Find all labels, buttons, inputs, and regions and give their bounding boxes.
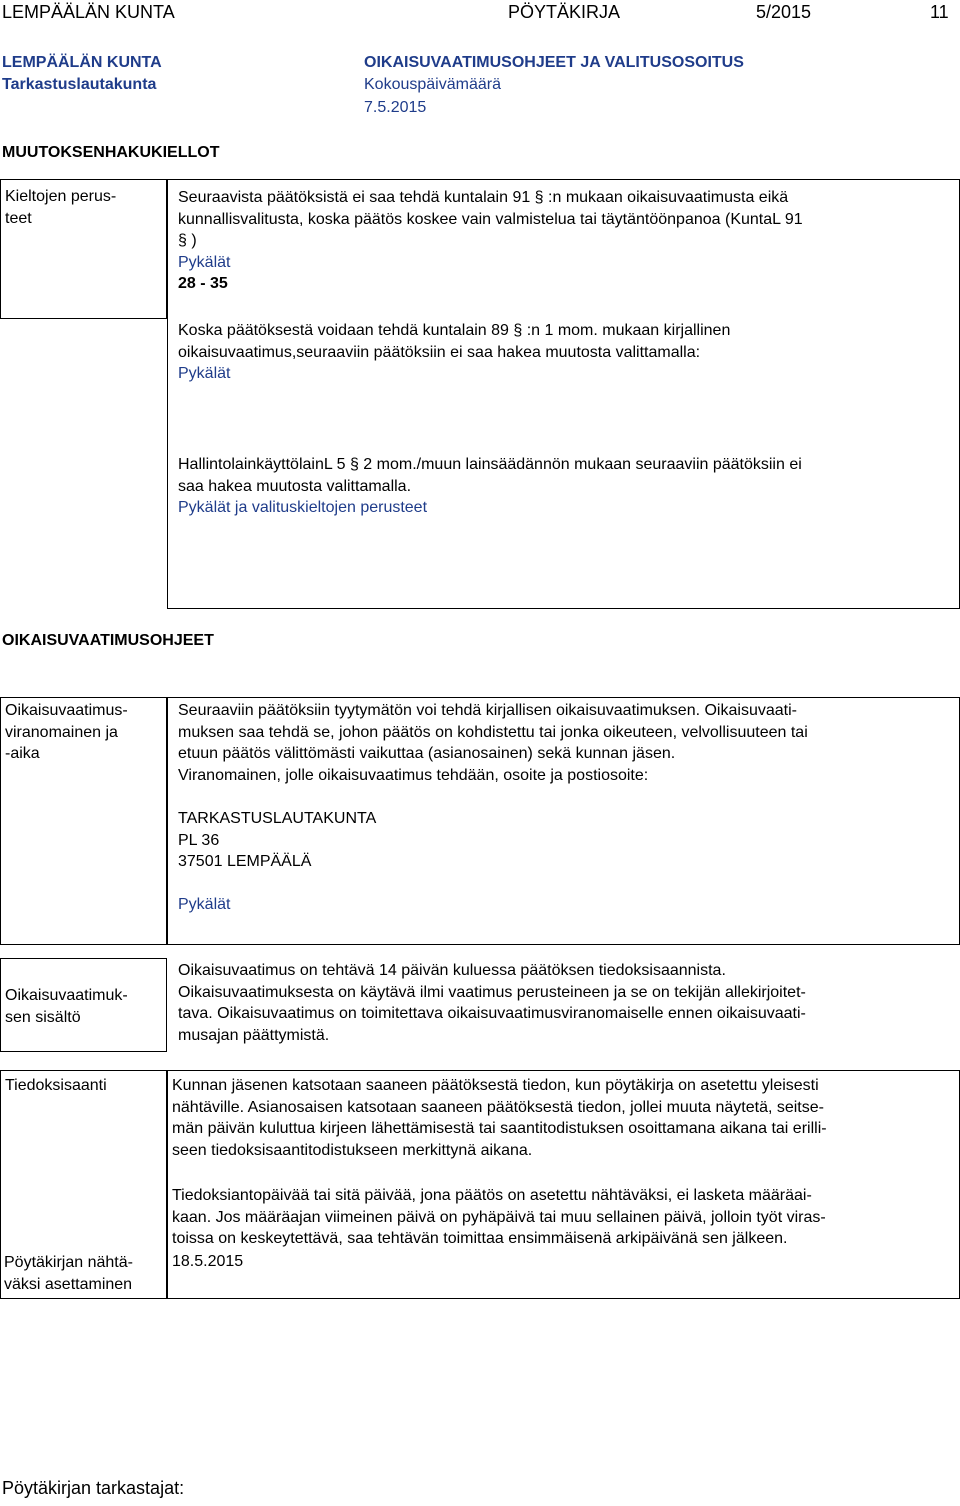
authority-text-line-2: muksen saa tehdä se, johon päätös on kohdistettu tai jonka oikeuteen, velvollisuuteen tai — [178, 723, 808, 741]
header-municipality: LEMPÄÄLÄN KUNTA — [2, 2, 175, 22]
header-doc-type: PÖYTÄKIRJA — [508, 2, 621, 22]
content-label-line-1: Oikaisuvaatimuk- — [5, 987, 128, 1004]
authority-label-line-2: viranomainen ja — [5, 723, 118, 741]
notice-text-line-3: män päivän kuluttua kirjeen lähettämisestä tai saantitodistuksen osoittamana aikana tai erilli- — [172, 1120, 827, 1137]
restrictions-block-2 — [178, 320, 730, 385]
notice-text2-line-3: toissa on keskeytettävä, saa tehtävän toimittaa ensimmäisenä arkipäivänä sen jälkeen. — [172, 1230, 788, 1247]
header-board: Tarkastuslautakunta — [2, 76, 157, 93]
notice-text2-line-2: kaan. Jos määräajan viimeinen päivä on pyhäpäivä tai muu sellainen päivä, jolloin työt viras- — [172, 1208, 826, 1226]
restrictions-block-3 — [178, 454, 802, 519]
authority-text-line-4: Viranomainen, jolle oikaisuvaatimus tehdään, osoite ja postiosoite: — [178, 766, 649, 784]
authority-text-line-3: etuun päätös välittömästi vaikuttaa (asianosainen) sekä kunnan jäsen. — [178, 745, 676, 762]
notice-text-line-2: nähtäville. Asianosaisen katsotaan saaneen päätöksestä tiedon, jollei muuta näytetä, seitse- — [172, 1098, 824, 1116]
restrictions-block2-pykalat: Pykälät — [178, 365, 231, 382]
restrictions-block2-line-1: Koska päätöksestä voidaan tehdä kuntalain 89 § :n 1 mom. mukaan kirjallinen — [178, 322, 731, 339]
restrictions-label-line-2: teet — [5, 209, 32, 227]
restrictions-block1-numbers: 28 - 35 — [178, 275, 228, 292]
content-text-line-2: Oikaisuvaatimuksesta on käytävä ilmi vaatimus perusteineen ja se on tekijän allekirjoitet- — [178, 983, 806, 1001]
display-label-line-1: Pöytäkirjan nähtä- — [4, 1254, 133, 1271]
notice-text — [172, 1075, 827, 1161]
content-label-box — [0, 958, 167, 1052]
restrictions-block3-pykalat: Pykälät ja valituskieltojen perusteet — [178, 499, 428, 516]
authority-label-line-3: -aika — [5, 745, 40, 762]
restrictions-block3-line-1: HallintolainkäyttölainL 5 § 2 mom./muun lainsäädännön mukaan seuraaviin päätöksiin ei — [178, 456, 802, 473]
notice-text-line-4: seen tiedoksisaantitodistukseen merkittynä aikana. — [172, 1141, 533, 1159]
authority-text — [178, 700, 808, 786]
restrictions-block2-line-2: oikaisuvaatimus,seuraaviin päätöksiin ei saa hakea muutosta valittamalla: — [178, 343, 701, 361]
content-text-line-3: tava. Oikaisuvaatimus on toimitettava oikaisuvaatimusviranomaiselle ennen oikaisuvaati- — [178, 1005, 806, 1022]
content-label-line-2: sen sisältö — [5, 1008, 81, 1026]
header-meeting-date: 7.5.2015 — [364, 99, 427, 116]
content-text — [178, 960, 806, 1046]
notice-label: Tiedoksisaanti — [5, 1077, 107, 1094]
display-label — [4, 1252, 133, 1295]
restrictions-block1-line-1: Seuraavista päätöksistä ei saa tehdä kuntalain 91 § :n mukaan oikaisuvaatimusta eikä — [178, 189, 789, 206]
restrictions-block1-line-3: § ) — [178, 232, 197, 249]
content-text-line-4: musajan päättymistä. — [178, 1026, 330, 1044]
instructions-heading: OIKAISUVAATIMUSOHJEET — [2, 632, 214, 649]
authority-text-line-1: Seuraaviin päätöksiin tyytymätön voi tehdä kirjallisen oikaisuvaatimuksen. Oikaisuvaati- — [178, 702, 797, 719]
restrictions-block1-line-2: kunnallisvalitusta, koska päätös koskee vain valmistelua tai täytäntöönpanoa (KuntaL 91 — [178, 210, 803, 228]
restrictions-block3-line-2: saa hakea muutosta valittamalla. — [178, 477, 412, 495]
notice-text2-line-1: Tiedoksiantopäivää tai sitä päivää, jona päätös on asetettu nähtäväksi, ei lasketa määräai- — [172, 1187, 812, 1204]
restrictions-block1-pykalat: Pykälät — [178, 253, 231, 271]
address-line-2: PL 36 — [178, 831, 220, 849]
authority-address — [178, 808, 376, 873]
header-org: LEMPÄÄLÄN KUNTA — [2, 54, 162, 71]
header-page-number: 11 — [930, 2, 949, 22]
restrictions-heading: MUUTOKSENHAKUKIELLOT — [2, 144, 220, 161]
header-meeting-date-label: Kokouspäivämäärä — [364, 76, 501, 93]
restrictions-label-box — [0, 179, 167, 319]
display-label-line-2: väksi asettaminen — [4, 1275, 133, 1293]
restrictions-label-line-1: Kieltojen perus- — [5, 188, 117, 205]
address-line-1: TARKASTUSLAUTAKUNTA — [178, 810, 377, 827]
restrictions-block-1 — [178, 187, 803, 295]
header-doc-number: 5/2015 — [756, 2, 812, 22]
header-section-title: OIKAISUVAATIMUSOHJEET JA VALITUSOSOITUS — [364, 54, 744, 71]
authority-pykalat: Pykälät — [178, 896, 231, 913]
notice-text-2 — [172, 1185, 826, 1250]
display-date: 18.5.2015 — [172, 1253, 244, 1270]
address-line-3: 37501 LEMPÄÄLÄ — [178, 853, 312, 870]
reviewers-label: Pöytäkirjan tarkastajat: — [2, 1478, 185, 1498]
content-text-line-1: Oikaisuvaatimus on tehtävä 14 päivän kuluessa päätöksen tiedoksisaannista. — [178, 962, 726, 979]
notice-text-line-1: Kunnan jäsenen katsotaan saaneen päätöksestä tiedon, kun pöytäkirja on asetettu yleisesti — [172, 1077, 819, 1094]
authority-label-line-1: Oikaisuvaatimus- — [5, 702, 128, 719]
authority-label-box — [0, 697, 167, 945]
